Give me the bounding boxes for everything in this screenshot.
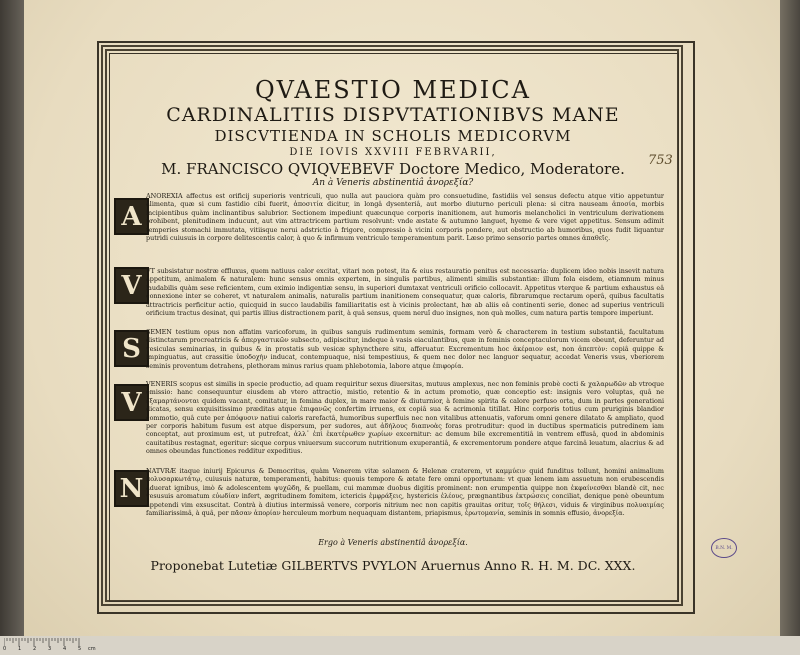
paragraph-2: VT subsistatur nostræ effluxus, quem natiuus calor excitat, vitari non potest, ita & eius restauratio penitus est necessaria: duplicem ideo nobis insevit natura appetitum, animalem & naturalem: hunc sensus omnis expertem, in singulis partibus, alimenti similis substantiæ: illum fola eisdem, etiamnum minus laudabilis quàm sese reficientem, cum eximio indigentiæ sensu, in superiori dumtaxat ventriculi orificio collocavit. Appetitus vterque & partium exhaustus eâ connexione inter se coheret, vt naturalem animalis, naturalis partium inanitionem consequatur, quæ caloris, fibrarumque rectarum operâ, quibus facultatis attractricis perficitur actio, quicquid in succo laudabilis familiaritatis est à vicinis prolectant, hæ ab aliis eâ continenti serie, donec ad superius ventriculi orificium tractus desinat, qui partis illius distractionem parit, à quâ sensus, quem neruî duo insignes, non quà molles, cum natura partis tempore imperiunt.	[146, 267, 664, 318]
paragraph-4: VENERIS scopus est similis in specie productio, ad quam requiritur sexus diuersitas, mutuus amplexus, nec non feminis probè cocti & χαλαρωδῶν ab vtroque emissio: hanc consequuntur eiusdem ab vtero attractio, mistio, retentio & in actum promotio, quæ conceptio est: insignis vero voluptas, quâ ne ἐξαμαρτάνονται quidem vacant, comitatur, in femina duplex, in mare maior & diuturnior, à femine spirita & calore perfuso orta, dum in partes generationi dicatas, sensu exquisitissimo præditas atque ἐπιφανῶς confertim irruens, ex copiâ sua & acrimonia titillat. Hinc corporis totius cum pruriginis blandior commotio, quâ cute per ἀπόφυσιν natiui caloris rarefactâ, humoribus superfluis nec non vitalibus attenuatis, vaforum omni genere dilatato & ampliato, quod per corporis habitum fusum est atque dispersum, per sudores, aut ἀδήλους διαπνοὰς foras protruditur: quod in ductibus spermaticis putredinem iam conceptat, aut proximum est, ut putrefcat, ἀλλ᾽ ἐπὶ ἑκατέρωθεν χωρίων excernitur: ac demum bile excrementitiâ in ventrem effusâ, quod in abdominis cauitatibus restagnat, egeritur: sicque corpus vniuersum succorum nutritionum exuperantiâ, & excrementorum pondere atque farcinâ leuatum, alacrius & ad omnes obeundas functiones redditur expeditius.	[146, 380, 664, 456]
scan-ruler	[0, 636, 800, 655]
ruler-number-3: 3	[48, 646, 52, 652]
conclusion-line: Ergo à Veneris abstinentiâ ἀνορεξία.	[318, 538, 468, 547]
scan-background-right	[778, 0, 800, 655]
paragraph-1: ANOREXIA affectus est orificij superioris ventriculi, quo nulla aut pauciora quàm pro consuetudine, fastidiis vel sensus defectu atque vitio appetuntur alimenta, quæ si cum fastidio cibi fuerit, ἀποσιτία dicitur, in longâ dysenteriâ, aut morbo diuturno periculi plena: si citra nauseam ἀποσία, morbis incipientibus quàm inclinantibus salubrior. Sectionem impediunt quæcunque corporis inanitionem, aut humoris melancholici in ventriculum derivationem prohibent, plenitudinem inducunt, aut vim attractricem partium resolvunt: vnde æstate & autumno languet, hyeme & vere viget appetitus. Sensum adimit temperies stomachi immutata, vitiisque nerui adstrictio à frigore, compressio à vicini corporis pondere, aut obstructio ab humoribus, quos fudit liquantur putridi cuiusuis in corpore delitescentis calor, à quo & infirmum ventriculo temperamentum parit. Læso primo sensorio partes omnes ἀπαθεῖς.	[146, 192, 664, 243]
ruler-number-0: 0	[3, 646, 7, 652]
manuscript-number: 753	[648, 153, 673, 168]
paragraph-5: NATVRÆ itaque iniurij Epicurus & Democritus, quàm Venerem vitæ solamen & Helenæ craterem, vt καμμύειν quid funditus tollunt, homini animalium πολυσαρκωτάτῳ, cuiusuis naturæ, temperamenti, habitus: quouis tempore & ætate fere omni opportunam: vt quæ lenem iam assuetum non erubescendis aduerat ignibus, imò & adolescentem ψυχῶδη, & puellam, cui mammæ duobus digitis prominent: non erumpentia quippe non ἐκφαίνεσθαι blandè cit, nec vesusuis aromatum εὐωδίαν infert, ægritudinem fomitem, ictericis ἐμφράξεις, hystericis ἐλέους, prægnantibus ἐκτρώσεις conciliat, denique penè obeuntum appetendi vim exsuscitat. Contrà à diutius intermissâ venere, corporis nitrium nec non capitis grauitas oritur, τοῖς θήλεσι, viduis & virginibus πολυαιμίας familiarissimâ, à quâ, per πᾶσαν ἀπορίαν herculeum morbum nequaquam distantem, priapismus, ἐρωτομανία, seminis in somnis effusio, ἀνορεξία.	[146, 467, 664, 518]
dropcap-4: V	[114, 384, 149, 421]
dropcap-3: S	[114, 330, 149, 367]
ruler-ticks	[4, 638, 94, 646]
ruler-unit-label: cm	[88, 646, 96, 652]
title-line-3: DISCVTIENDA IN SCHOLIS MEDICORVM	[214, 127, 572, 145]
scan-background-left	[0, 0, 26, 655]
moderator-line: M. FRANCISCO QVIQVEBEVF Doctore Medico, Moderatore.	[161, 160, 625, 178]
ruler-number-2: 2	[33, 646, 37, 652]
dropcap-5: N	[114, 470, 149, 507]
title-line-2: CARDINALITIIS DISPVTATIONIBVS MANE	[166, 104, 620, 126]
ruler-number-5: 5	[78, 646, 82, 652]
dropcap-2: V	[114, 267, 149, 304]
question-line: An à Veneris abstinentiâ ἀνορεξία?	[312, 178, 474, 188]
library-stamp: B.N. M.	[711, 538, 737, 558]
ruler-number-4: 4	[63, 646, 67, 652]
title-line-1: QVAESTIO MEDICA	[255, 76, 531, 104]
ruler-number-1: 1	[18, 646, 22, 652]
date-line: DIE IOVIS XXVIII FEBRVARII,	[289, 147, 497, 158]
footer-line: Proponebat Lutetiæ GILBERTVS PVYLON Aruernus Anno R. H. M. DC. XXX.	[150, 558, 636, 573]
dropcap-1: A	[114, 198, 149, 235]
paragraph-3: SEMEN testium opus non affatim varicoforum, in quibus sanguis rudimentum seminis, formam verò & characterem in testium substantiâ, facultatum distinctarum procreatricis & ἀπεργαστικῶν subsecto, adipiscitur, indeque à vasis eiaculantibus, quæ in feminis conceptaculorum vicem obeunt, deferuntur ad vesiculas seminarias, in quibus & in prostatis sub vesicæ sphyncthere situ, afferuatur. Excrementum hoc ἀκέραιον est, non ἀπεπτὸν: copiâ quippe & impinguatus, aut crassitie ὑποδοχὴν inducat, contempuaque, nisi tempestiuus, & quem nec dolor nec languor sequatur, accedat Veneris vsus, vberiorem seminis proventum detrahens, plethoram minus rarius quam phlebotomia, labore atque ἐπιφορία.	[146, 328, 664, 370]
